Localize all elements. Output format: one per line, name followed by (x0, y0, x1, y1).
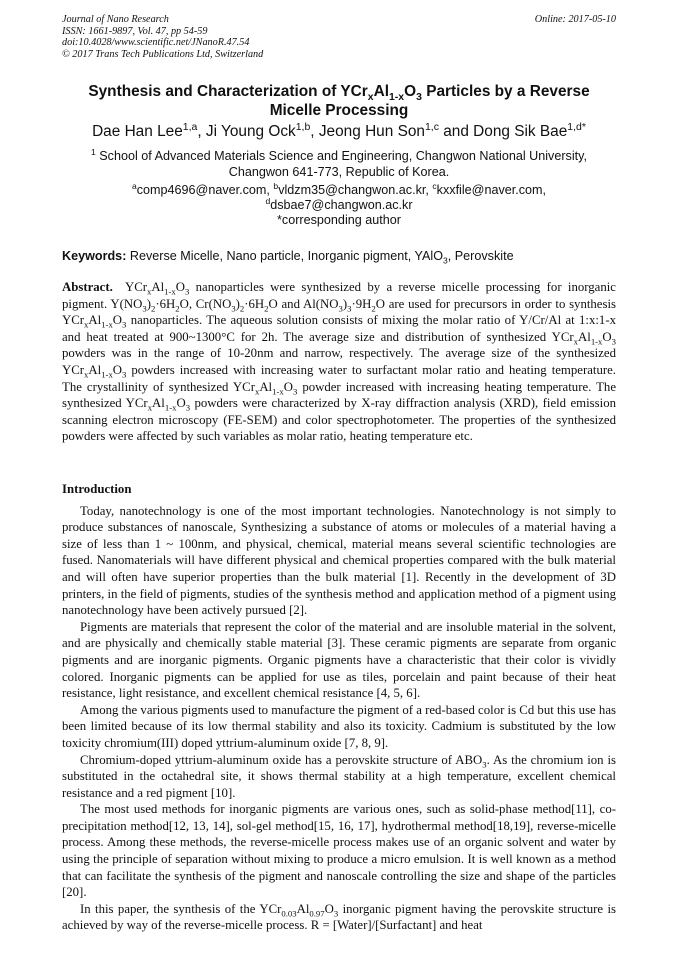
abstract-text: ) (342, 296, 348, 311)
abstract-sub: x (254, 386, 260, 397)
paper-title (62, 82, 616, 120)
abstract-sub: 1-x (164, 286, 176, 297)
abstract-sub: x (84, 369, 89, 380)
title-subscript: x (367, 92, 374, 104)
abstract-text: nanoparticles. The aqueous solution consists of mixing the molar ratio of Y/Cr/Al at 1:x:1-x and heat treated at 900~1300°C for 2h. The average size and distribution of synthesized YCr (62, 313, 616, 344)
abstract-text: powder increased with increasing heating temperature. The synthesized YCr (62, 379, 616, 411)
abstract-text: O, Cr(NO (179, 296, 232, 311)
keywords (62, 248, 616, 264)
keywords-subscript: 3 (443, 255, 448, 266)
title-subscript: 3 (416, 92, 422, 104)
abstract-sub: x (147, 402, 153, 413)
abstract-text: Al (88, 362, 102, 377)
abstract-text: ) (146, 296, 151, 311)
email-line (80, 198, 598, 213)
title-subscript: 1-x (388, 92, 405, 104)
email-address: vldzm35@changwon.ac.kr (278, 183, 426, 197)
email-mark: b (273, 180, 279, 191)
abstract-label: Abstract. (62, 280, 113, 294)
abstract-text: O (283, 379, 293, 394)
abstract-sub: x (573, 336, 578, 347)
title-text: Particles by a Reverse Micelle Processing (269, 83, 590, 119)
abstract-sub: 2 (239, 303, 245, 314)
abstract-sub: x (84, 319, 89, 330)
abstract-sub: 3 (122, 319, 127, 330)
abstract-text: powders was in the range of 10-20nm and narrow, respectively. The average size of the synthesized YCr (62, 346, 616, 377)
paragraph-text: Chromium-doped yttrium-aluminum oxide has a perovskite structure of ABO (80, 752, 483, 767)
abstract-text: ) (235, 296, 240, 311)
abstract-text: powders increased with increasing water to surfactant molar ratio and heating temperature. The crystallinity of synthesized YCr (62, 362, 616, 394)
abstract-text: Al (578, 329, 591, 344)
author-affil-mark: 1,d* (567, 121, 586, 133)
abstract-sub: 1-x (272, 386, 284, 397)
abstract-sub: 2 (371, 303, 376, 314)
abstract-text: nanoparticles were synthesized by a reverse micelle processing for inorganic pigment. Y(NO (62, 280, 616, 311)
abstract (62, 279, 616, 445)
title-text: Al (373, 83, 389, 100)
keywords-text: Reverse Micelle, Nano particle, Inorganic pigment, YAlO (129, 249, 444, 263)
paragraph: Today, nanotechnology is one of the most important technologies. Nanotechnology is not simply to produce substances of nanoscale, Synthesizing a substance of atoms or molecules of a material having a size of less than 1 ~ 100nm, and physical, chemical, material means several scientific technologies are fused. Nanomaterials will have different physical and chemical properties compared with the bulk material and will often have superior properties than the bulk material [1]. Recently in the development of 3D printers, in the field of pigments, studies of the synthesis method and application method of a pigment using nanotechnology have been actively pursued [2]. (62, 503, 616, 618)
abstract-sub: 3 (231, 303, 236, 314)
abstract-sub: 3 (338, 303, 343, 314)
abstract-text: O (175, 280, 186, 294)
doi-line: doi:10.4028/www.scientific.net/JNanoR.47.54 (62, 37, 250, 49)
email-address: dsbae7@changwon.ac.kr (270, 198, 413, 213)
keywords-text: , Perovskite (447, 249, 514, 263)
author-separator: and (438, 123, 474, 140)
corresponding-note: *corresponding author (277, 213, 401, 228)
author-separator: , (310, 123, 319, 140)
author-affil-mark: 1,a (182, 121, 198, 133)
abstract-sub: 2 (151, 303, 156, 314)
paragraph-sub: 3 (482, 759, 487, 770)
abstract-text: ·6H (244, 296, 265, 311)
abstract-sub: 2 (264, 303, 269, 314)
abstract-sub: 1-x (101, 319, 113, 330)
author-name: Dong Sik Bae (473, 123, 568, 140)
abstract-sub: x (147, 286, 152, 297)
copyright-line: © 2017 Trans Tech Publications Ltd, Switzerland (62, 48, 264, 60)
online-date: Online: 2017-05-10 (534, 14, 616, 25)
paragraph-sub: 3 (333, 908, 339, 919)
email-line: $^a$comp4696@naver.com, $^b$vldzm35@changwon.ac.kr, $^c$kxxfile@naver.com, (131, 180, 547, 197)
paragraph-text: inorganic pigment having the perovskite structure is achieved by way of the reverse-micelle process. R = [Water]/[Surfactant] and heat (62, 901, 616, 933)
email-address: kxxfile@naver.com (436, 183, 543, 197)
paragraph-text: . As the chromium ion is substituted in the octahedral site, it shows thermal stability at a high temperature, excellent chemical resistance and a red pigment [10]. (62, 752, 616, 800)
running-header (62, 14, 616, 60)
paragraph: Among the various pigments used to manufacture the pigment of a red-based color is Cd but this use has been limited because of its low thermal stability and also its toxicity. Cadmium is substituted by the low toxicity chromium(III) doped yttrium-aluminum oxide [7, 8, 9]. (62, 702, 616, 750)
paragraph-text: Al (296, 901, 310, 916)
paragraph (62, 901, 616, 934)
abstract-text: YCr (124, 280, 148, 294)
abstract-text: O and Al(NO (268, 296, 339, 311)
email-mark: c (432, 180, 437, 191)
author-name: Jeong Hun Son (318, 123, 425, 140)
abstract-text: Al (151, 280, 165, 294)
issn-line: ISSN: 1661-9897, Vol. 47, pp 54-59 (62, 25, 208, 37)
abstract-text: powders were characterized by X-ray diffraction analysis (XRD), field emission scanning electron microscopy (FE-SEM) and color spectrophotometer. The properties of the synthesized powders were affected by such variables as molar ratio, heating temperature etc. (62, 396, 616, 444)
abstract-text: O (112, 313, 123, 328)
abstract-sub: 3 (611, 336, 616, 347)
author-affil-mark: 1,c (424, 121, 439, 133)
abstract-sub: 3 (142, 303, 147, 314)
abstract-sub: 2 (175, 303, 180, 314)
author-name: Dae Han Lee (92, 123, 183, 140)
abstract-text: Al (259, 379, 273, 394)
email-mark: a (131, 180, 137, 191)
email-list (80, 180, 598, 229)
keywords-label: Keywords: (62, 249, 127, 263)
paragraph-text: In this paper, the synthesis of the YCr (80, 901, 282, 916)
abstract-text: Al (88, 313, 102, 328)
paragraph-sub: 0.03 (281, 908, 297, 919)
author-affil-mark: 1,b (295, 121, 311, 133)
email-address: comp4696@naver.com (136, 183, 267, 197)
author-name: Ji Young Ock (205, 123, 296, 140)
abstract-sub: 1-x (164, 402, 177, 413)
abstract-sub: 1-x (590, 336, 603, 347)
section-heading: Introduction (62, 482, 132, 496)
abstract-text: O (112, 362, 123, 377)
paragraph (62, 752, 616, 802)
abstract-sub: 1-x (101, 369, 113, 380)
abstract-sub: 3 (185, 286, 190, 297)
abstract-sub: 3 (292, 386, 298, 397)
paragraph-sub: 0.97 (309, 908, 325, 919)
email-mark: d (265, 196, 271, 207)
abstract-sub: 3 (347, 303, 352, 314)
author-separator: , (197, 123, 206, 140)
title-text: O (404, 83, 417, 100)
affiliation-text: School of Advanced Materials Science and Engineering, Changwon National University, Changwon 641-773, Republic of Korea. (99, 149, 587, 179)
paragraph: Pigments are materials that represent the color of the material and are insoluble material in the solvent, and are physically and chemically stable material [3]. These ceramic pigments are separate from organic pigments and are inorganic pigments. Organic pigments have a characteristic that their color is vividly colored. Inorganic pigments can be applied for use as tiles, porcelain and paint because of their heat resistance, light resistance, and excellent chemical resistance [4, 5, 6]. (62, 619, 616, 701)
abstract-text: O (602, 329, 612, 344)
title-text: Synthesis and Characterization of YCr (88, 83, 368, 100)
abstract-text: ·9H (351, 296, 372, 311)
abstract-sub: 3 (185, 402, 191, 413)
abstract-text: Al (152, 396, 165, 411)
affiliation (80, 148, 598, 180)
affiliation-mark: 1 (91, 146, 96, 157)
abstract-sub: 3 (122, 369, 127, 380)
paragraph-text: O (324, 901, 334, 916)
journal-name: Journal of Nano Research (62, 14, 169, 25)
introduction-section (62, 481, 616, 934)
abstract-text: ·6H (155, 296, 176, 311)
abstract-text: O are used for precursors in order to synthesis YCr (62, 296, 616, 328)
abstract-text: O (176, 396, 186, 411)
author-list (62, 122, 616, 142)
paragraph: The most used methods for inorganic pigments are various ones, such as solid-phase method[11], co-precipitation method[12, 13, 14], sol-gel method[15, 16, 17], hydrothermal method[18,19], reverse-micelle process. Among these methods, the reverse-micelle process makes use of an organic solvent and water by using the principle of separation without mixing to produce a micro emulsion. It is well known as a method that can facilitate the synthesis of the pigment and nanoscale controlling the size and shape of the particles [20]. (62, 802, 616, 900)
